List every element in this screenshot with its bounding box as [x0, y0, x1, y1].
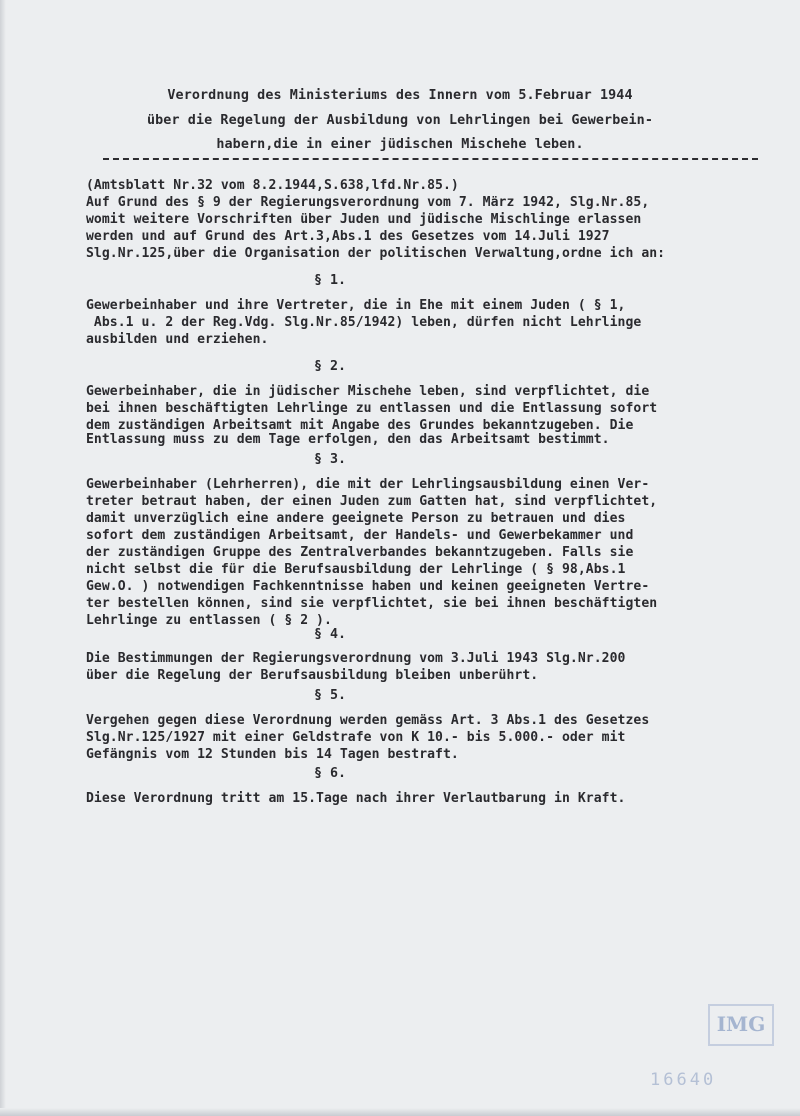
- section-2-line: Gewerbeinhaber, die in jüdischer Mischehe leben, sind verpflichtet, die: [86, 384, 650, 399]
- section-heading-5: § 5.: [313, 688, 347, 703]
- intro-line: Slg.Nr.125,über die Organisation der politischen Verwaltung,ordne ich an:: [86, 246, 666, 261]
- section-3-line: Gewerbeinhaber (Lehrherren), die mit der Lehrlingsausbildung einen Ver-: [86, 477, 650, 492]
- archive-stamp: IMG: [708, 1004, 774, 1046]
- section-heading-6: § 6.: [313, 766, 347, 781]
- section-3-line: ter bestellen können, sind sie verpflichtet, sie bei ihnen beschäftigten: [86, 596, 658, 611]
- intro-line: womit weitere Vorschriften über Juden und jüdische Mischlinge erlassen: [86, 212, 642, 227]
- section-heading-3: § 3.: [313, 452, 347, 467]
- intro-line: (Amtsblatt Nr.32 vom 8.2.1944,S.638,lfd.Nr.85.): [86, 178, 459, 193]
- section-3-line: damit unverzüglich eine andere geeignete Person zu betrauen und dies: [86, 511, 626, 526]
- section-5-line: Vergehen gegen diese Verordnung werden gemäss Art. 3 Abs.1 des Gesetzes: [86, 713, 650, 728]
- title-underline-rule: [103, 158, 758, 162]
- section-3-line: sofort dem zuständigen Arbeitsamt, der Handels- und Gewerbekammer und: [86, 528, 634, 543]
- section-heading-4: § 4.: [313, 627, 347, 642]
- section-2-line: dem zuständigen Arbeitsamt mit Angabe des Grundes bekanntzugeben. Die: [86, 418, 634, 433]
- intro-line: werden und auf Grund des Art.3,Abs.1 des Gesetzes vom 14.Juli 1927: [86, 229, 610, 244]
- section-4-line: über die Regelung der Berufsausbildung bleiben unberührt.: [86, 668, 539, 683]
- archive-stamp-number: 16640: [650, 1070, 717, 1090]
- section-3-line: Lehrlinge zu entlassen ( § 2 ).: [86, 613, 332, 628]
- intro-line: Auf Grund des § 9 der Regierungsverordnung vom 7. März 1942, Slg.Nr.85,: [86, 195, 650, 210]
- section-5-line: Slg.Nr.125/1927 mit einer Geldstrafe von K 10.- bis 5.000.- oder mit: [86, 730, 626, 745]
- section-6-line: Diese Verordnung tritt am 15.Tage nach ihrer Verlautbarung in Kraft.: [86, 791, 626, 806]
- section-2-line: bei ihnen beschäftigten Lehrlinge zu entlassen und die Entlassung sofort: [86, 401, 658, 416]
- section-heading-2: § 2.: [313, 359, 347, 374]
- section-3-line: treter betraut haben, der einen Juden zum Gatten hat, sind verpflichtet,: [86, 494, 658, 509]
- section-1-line: Abs.1 u. 2 der Reg.Vdg. Slg.Nr.85/1942) leben, dürfen nicht Lehrlinge: [86, 315, 642, 330]
- page-bottom-edge-shadow: [0, 1108, 800, 1116]
- title-line-1: Verordnung des Ministeriums des Innern vom 5.Februar 1944: [167, 88, 633, 103]
- title-line-3: habern,die in einer jüdischen Mischehe leben.: [216, 137, 584, 152]
- section-1-line: Gewerbeinhaber und ihre Vertreter, die in Ehe mit einem Juden ( § 1,: [86, 298, 626, 313]
- section-2-line: Entlassung muss zu dem Tage erfolgen, den das Arbeitsamt bestimmt.: [86, 432, 610, 447]
- section-heading-1: § 1.: [313, 273, 347, 288]
- section-3-line: der zuständigen Gruppe des Zentralverbandes bekanntzugeben. Falls sie: [86, 545, 634, 560]
- section-3-line: Gew.O. ) notwendigen Fachkenntnisse haben und keinen geeigneten Vertre-: [86, 579, 650, 594]
- section-3-line: nicht selbst die für die Berufsausbildung der Lehrlinge ( § 98,Abs.1: [86, 562, 626, 577]
- page-left-edge-shadow: [0, 0, 6, 1116]
- section-1-line: ausbilden und erziehen.: [86, 332, 269, 347]
- section-4-line: Die Bestimmungen der Regierungsverordnung vom 3.Juli 1943 Slg.Nr.200: [86, 651, 626, 666]
- title-line-2: über die Regelung der Ausbildung von Lehrlingen bei Gewerbein-: [146, 113, 654, 128]
- section-5-line: Gefängnis vom 12 Stunden bis 14 Tagen bestraft.: [86, 747, 459, 762]
